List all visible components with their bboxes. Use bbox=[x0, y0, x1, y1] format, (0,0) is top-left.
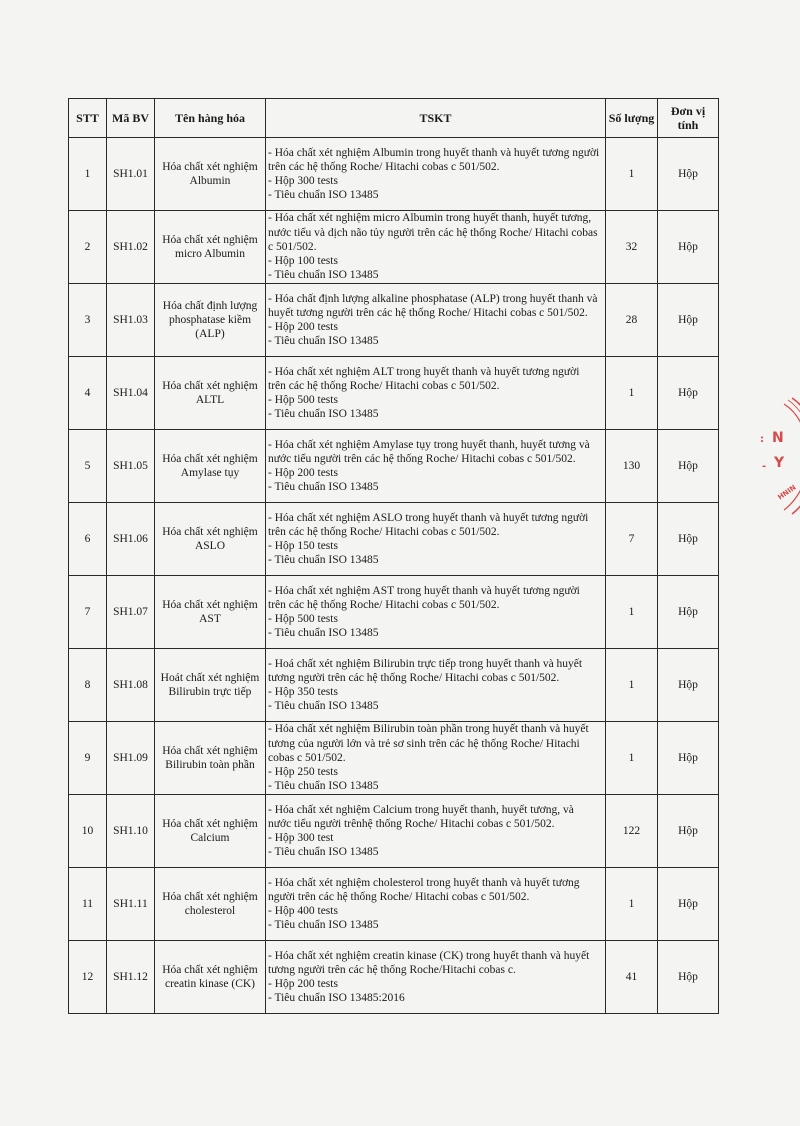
cell-so-luong: 1 bbox=[606, 138, 658, 211]
cell-tskt bbox=[266, 138, 606, 211]
cell-so-luong: 122 bbox=[606, 795, 658, 868]
header-stt: STT bbox=[69, 99, 107, 138]
name-line: Albumin bbox=[189, 175, 231, 187]
cell-so-luong: 41 bbox=[606, 941, 658, 1014]
tskt-line: - Hộp 300 tests bbox=[268, 175, 338, 187]
tskt-line: - Hóa chất xét nghiệm ASLO trong huyết thanh và huyết tương người bbox=[268, 511, 589, 524]
tskt-line: - Hộp 200 tests bbox=[268, 467, 338, 479]
name-line: Hóa chất xét nghiệm bbox=[162, 744, 258, 757]
tskt-line: - Hóa chất xét nghiệm creatin kinase (CK) trong huyết thanh và huyết bbox=[268, 949, 590, 962]
name-line: Hóa chất xét nghiệm bbox=[162, 233, 258, 246]
cell-tskt bbox=[266, 941, 606, 1014]
name-line: creatin kinase (CK) bbox=[164, 978, 256, 990]
cell-tskt bbox=[266, 649, 606, 722]
cell-ten-hang-hoa bbox=[155, 941, 266, 1014]
cell-stt: 10 bbox=[69, 795, 107, 868]
table-row bbox=[69, 284, 719, 357]
name-line: Hóa chất xét nghiệm bbox=[162, 890, 258, 903]
tskt-line: cobas c 501/502. bbox=[268, 751, 346, 764]
red-stamp bbox=[752, 390, 800, 520]
tskt-line: nước tiểu người trên các hệ thống Roche/ Hitachi cobas c 501/502. bbox=[268, 452, 576, 465]
tskt-line: - Hoá chất xét nghiệm Bilirubin trực tiếp trong huyết thanh và huyết bbox=[268, 657, 583, 670]
tskt-line: - Hộp 500 tests bbox=[268, 394, 338, 406]
tskt-line: - Tiêu chuẩn ISO 13485 bbox=[268, 846, 379, 859]
cell-don-vi: Hộp bbox=[658, 649, 719, 722]
tskt-line: nước tiểu người trênhệ thống Roche/ Hitachi cobas c 501/502. bbox=[268, 817, 555, 830]
table-row bbox=[69, 795, 719, 868]
cell-ma-bv: SH1.11 bbox=[107, 868, 155, 941]
cell-don-vi: Hộp bbox=[658, 503, 719, 576]
cell-ten-hang-hoa bbox=[155, 138, 266, 211]
cell-ma-bv: SH1.01 bbox=[107, 138, 155, 211]
cell-don-vi: Hộp bbox=[658, 941, 719, 1014]
tskt-line: - Hộp 350 tests bbox=[268, 686, 338, 698]
cell-tskt bbox=[266, 722, 606, 795]
name-line: Hóa chất xét nghiệm bbox=[162, 525, 258, 538]
cell-ma-bv: SH1.04 bbox=[107, 357, 155, 430]
cell-stt: 5 bbox=[69, 430, 107, 503]
cell-so-luong: 28 bbox=[606, 284, 658, 357]
cell-tskt bbox=[266, 284, 606, 357]
tskt-line: - Hóa chất định lượng alkaline phosphatase (ALP) trong huyết thanh và bbox=[268, 292, 598, 305]
tskt-line: - Tiêu chuẩn ISO 13485 bbox=[268, 335, 379, 348]
cell-stt: 7 bbox=[69, 576, 107, 649]
table-row bbox=[69, 357, 719, 430]
table-row bbox=[69, 649, 719, 722]
cell-ma-bv: SH1.10 bbox=[107, 795, 155, 868]
tskt-line: - Hộp 500 tests bbox=[268, 613, 338, 625]
name-line: AST bbox=[199, 613, 221, 625]
tskt-line: - Hộp 250 tests bbox=[268, 766, 338, 779]
tskt-line: - Hộp 400 tests bbox=[268, 905, 338, 917]
cell-so-luong: 32 bbox=[606, 211, 658, 284]
tskt-line: - Tiêu chuẩn ISO 13485 bbox=[268, 189, 379, 202]
name-line: Hoát chất xét nghiệm bbox=[160, 671, 260, 684]
name-line: Amylase tụy bbox=[180, 467, 240, 479]
header-so-luong: Số lượng bbox=[606, 99, 658, 138]
seal-text-1: N bbox=[772, 430, 784, 446]
cell-tskt bbox=[266, 503, 606, 576]
table-row bbox=[69, 868, 719, 941]
svg-text::: : bbox=[760, 434, 764, 445]
tskt-line: c 501/502. bbox=[268, 240, 317, 253]
tskt-line: - Hóa chất xét nghiệm Amylase tụy trong huyết thanh, huyết tương và bbox=[268, 438, 590, 451]
cell-so-luong: 1 bbox=[606, 357, 658, 430]
cell-tskt bbox=[266, 576, 606, 649]
table-row bbox=[69, 211, 719, 284]
cell-tskt bbox=[266, 357, 606, 430]
cell-ma-bv: SH1.02 bbox=[107, 211, 155, 284]
cell-stt: 1 bbox=[69, 138, 107, 211]
cell-don-vi: Hộp bbox=[658, 795, 719, 868]
cell-ten-hang-hoa bbox=[155, 357, 266, 430]
cell-ten-hang-hoa bbox=[155, 722, 266, 795]
name-line: Hóa chất xét nghiệm bbox=[162, 817, 258, 830]
tskt-line: - Tiêu chuẩn ISO 13485 bbox=[268, 269, 379, 282]
cell-so-luong: 7 bbox=[606, 503, 658, 576]
cell-tskt bbox=[266, 795, 606, 868]
cell-ma-bv: SH1.09 bbox=[107, 722, 155, 795]
cell-ten-hang-hoa bbox=[155, 649, 266, 722]
cell-ma-bv: SH1.06 bbox=[107, 503, 155, 576]
table-row bbox=[69, 503, 719, 576]
tskt-line: - Hóa chất xét nghiệm micro Albumin trong huyết thanh, huyết tương, bbox=[268, 212, 592, 225]
cell-don-vi: Hộp bbox=[658, 357, 719, 430]
cell-don-vi: Hộp bbox=[658, 868, 719, 941]
cell-stt: 11 bbox=[69, 868, 107, 941]
tskt-line: - Hộp 100 tests bbox=[268, 255, 338, 268]
tskt-line: - Tiêu chuẩn ISO 13485 bbox=[268, 481, 379, 494]
cell-stt: 8 bbox=[69, 649, 107, 722]
cell-don-vi: Hộp bbox=[658, 211, 719, 284]
tskt-line: tương người trên các hệ thống Roche/Hitachi cobas c. bbox=[268, 963, 516, 976]
name-line: Hóa chất xét nghiệm bbox=[162, 379, 258, 392]
cell-so-luong: 1 bbox=[606, 722, 658, 795]
tskt-line: trên các hệ thống Roche/ Hitachi cobas c 501/502. bbox=[268, 379, 500, 392]
tskt-line: - Hộp 300 test bbox=[268, 832, 334, 844]
table-row bbox=[69, 722, 719, 795]
name-line: Hóa chất định lượng bbox=[162, 299, 258, 312]
tskt-line: - Tiêu chuẩn ISO 13485 bbox=[268, 780, 379, 793]
tskt-line: trên các hệ thống Roche/ Hitachi cobas c 501/502. bbox=[268, 598, 500, 611]
name-line: Hóa chất xét nghiệm bbox=[162, 963, 258, 976]
tskt-line: tương của người lớn và trẻ sơ sinh trên các hệ thống Roche/ Hitachi bbox=[268, 737, 580, 750]
header-tskt: TSKT bbox=[266, 99, 606, 138]
cell-tskt bbox=[266, 868, 606, 941]
cell-stt: 9 bbox=[69, 722, 107, 795]
header-don-vi-line-2: tính bbox=[677, 118, 699, 132]
tskt-line: - Tiêu chuẩn ISO 13485 bbox=[268, 627, 379, 640]
cell-so-luong: 130 bbox=[606, 430, 658, 503]
tskt-line: - Tiêu chuẩn ISO 13485 bbox=[268, 919, 379, 932]
seal-text-2: Y bbox=[774, 455, 785, 471]
cell-ma-bv: SH1.07 bbox=[107, 576, 155, 649]
name-line: micro Albumin bbox=[175, 248, 245, 260]
cell-stt: 12 bbox=[69, 941, 107, 1014]
tskt-line: nước tiểu và dịch não tủy người trên các hệ thống Roche/ Hitachi cobas bbox=[268, 226, 598, 239]
header-don-vi-line-1: Đơn vị bbox=[670, 104, 706, 118]
cell-ten-hang-hoa bbox=[155, 284, 266, 357]
name-line: Hóa chất xét nghiệm bbox=[162, 452, 258, 465]
tskt-line: - Hộp 200 tests bbox=[268, 978, 338, 990]
table-row bbox=[69, 576, 719, 649]
header-ten-hang-hoa: Tên hàng hóa bbox=[155, 99, 266, 138]
name-line: ALTL bbox=[195, 394, 225, 406]
tskt-line: - Hóa chất xét nghiệm Bilirubin toàn phần trong huyết thanh và huyết bbox=[268, 723, 589, 736]
cell-don-vi: Hộp bbox=[658, 430, 719, 503]
name-line: Hóa chất xét nghiệm bbox=[162, 160, 258, 173]
name-line: cholesterol bbox=[184, 905, 236, 917]
tskt-line: - Hóa chất xét nghiệm Albumin trong huyết thanh và huyết tương người bbox=[268, 146, 600, 159]
header-ma-bv: Mã BV bbox=[107, 99, 155, 138]
name-line: phosphatase kiềm bbox=[168, 313, 252, 326]
cell-stt: 4 bbox=[69, 357, 107, 430]
cell-stt: 6 bbox=[69, 503, 107, 576]
cell-so-luong: 1 bbox=[606, 576, 658, 649]
cell-so-luong: 1 bbox=[606, 868, 658, 941]
tskt-line: - Hóa chất xét nghiệm ALT trong huyết thanh và huyết tương người bbox=[268, 365, 580, 378]
cell-stt: 3 bbox=[69, 284, 107, 357]
name-line: Bilirubin toàn phần bbox=[165, 759, 255, 771]
name-line: Hóa chất xét nghiệm bbox=[162, 598, 258, 611]
header-don-vi-tinh bbox=[658, 99, 719, 138]
tskt-line: - Hộp 150 tests bbox=[268, 540, 338, 552]
tskt-line: - Hóa chất xét nghiệm cholesterol trong huyết thanh và huyết tương bbox=[268, 876, 580, 889]
cell-ten-hang-hoa bbox=[155, 576, 266, 649]
cell-ten-hang-hoa bbox=[155, 503, 266, 576]
tskt-line: người trên các hệ thống Roche/ Hitachi cobas c 501/502. bbox=[268, 890, 530, 903]
tskt-line: - Tiêu chuẩn ISO 13485 bbox=[268, 408, 379, 421]
cell-ten-hang-hoa bbox=[155, 211, 266, 284]
cell-don-vi: Hộp bbox=[658, 138, 719, 211]
name-line: Calcium bbox=[190, 832, 230, 844]
tskt-line: - Hóa chất xét nghiệm AST trong huyết thanh và huyết tương người bbox=[268, 584, 580, 597]
name-line: ASLO bbox=[194, 540, 226, 552]
tskt-line: - Hóa chất xét nghiệm Calcium trong huyết thanh, huyết tương, và bbox=[268, 803, 574, 816]
name-line: Bilirubin trực tiếp bbox=[168, 686, 252, 698]
tskt-line: huyết tương người trên các hệ thống Roche/ Hitachi cobas c 501/502. bbox=[268, 306, 588, 319]
seal-text-3: HNIN bbox=[776, 483, 798, 502]
tskt-line: - Tiêu chuẩn ISO 13485 bbox=[268, 700, 379, 713]
tskt-line: trên các hệ thống Roche/ Hitachi cobas c 501/502. bbox=[268, 160, 500, 173]
tskt-line: trên các hệ thống Roche/ Hitachi cobas c 501/502. bbox=[268, 525, 500, 538]
cell-ten-hang-hoa bbox=[155, 430, 266, 503]
table-header-row bbox=[69, 99, 719, 138]
table-row bbox=[69, 430, 719, 503]
table-row bbox=[69, 941, 719, 1014]
cell-tskt bbox=[266, 211, 606, 284]
cell-don-vi: Hộp bbox=[658, 576, 719, 649]
name-line: (ALP) bbox=[195, 328, 225, 341]
cell-ma-bv: SH1.03 bbox=[107, 284, 155, 357]
cell-don-vi: Hộp bbox=[658, 284, 719, 357]
tskt-line: - Tiêu chuẩn ISO 13485 bbox=[268, 554, 379, 567]
cell-ten-hang-hoa bbox=[155, 868, 266, 941]
cell-tskt bbox=[266, 430, 606, 503]
cell-ten-hang-hoa bbox=[155, 795, 266, 868]
cell-don-vi: Hộp bbox=[658, 722, 719, 795]
cell-ma-bv: SH1.05 bbox=[107, 430, 155, 503]
cell-so-luong: 1 bbox=[606, 649, 658, 722]
cell-stt: 2 bbox=[69, 211, 107, 284]
cell-ma-bv: SH1.08 bbox=[107, 649, 155, 722]
table-row bbox=[69, 138, 719, 211]
tskt-line: - Tiêu chuẩn ISO 13485:2016 bbox=[268, 992, 405, 1005]
cell-ma-bv: SH1.12 bbox=[107, 941, 155, 1014]
svg-text:-: - bbox=[762, 461, 767, 472]
supply-table bbox=[68, 98, 719, 1014]
tskt-line: tương người trên các hệ thống Roche/ Hitachi cobas c 501/502. bbox=[268, 671, 560, 684]
tskt-line: - Hộp 200 tests bbox=[268, 321, 338, 333]
